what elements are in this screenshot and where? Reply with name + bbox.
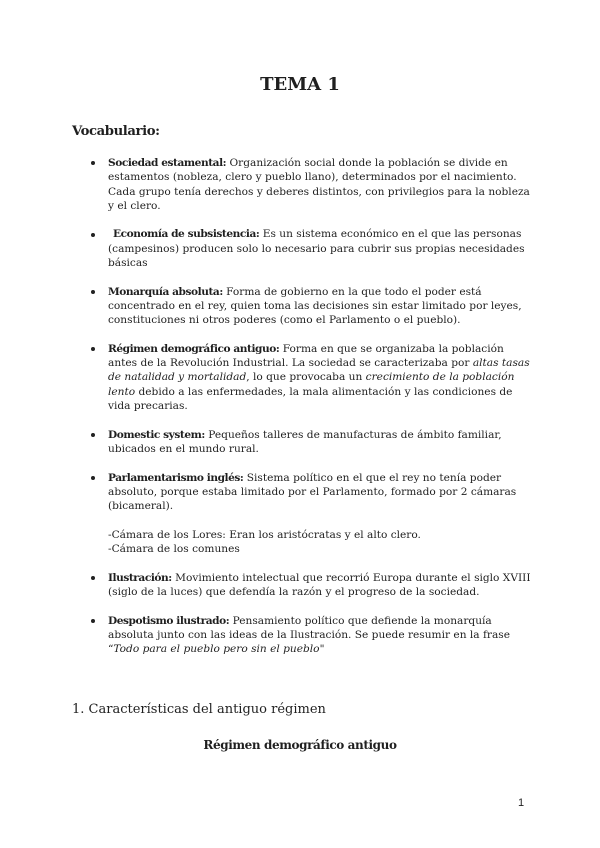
vocab-term: Sociedad estamental: [108,157,227,169]
vocab-definition-text: debido a las enfermedades, la mala alimentación y las condiciones de vida precarias. [108,385,513,413]
vocab-term: Domestic system: [108,428,205,441]
vocab-definition-text: Pensamiento político que defiende la monarquía absoluta junto con las ideas de la Ilustración. Se puede resumir en la frase “ [108,614,510,656]
vocab-definition-text: " [319,643,325,656]
vocab-definition-quote: Todo para el pueblo pero sin el pueblo [113,643,320,656]
chamber-list [108,528,532,557]
vocab-definition-emphasis: crecimiento de la población lento [108,371,515,398]
vocabulary-list [108,156,532,656]
vocab-term: Economía de subsistencia: [113,228,260,241]
vocab-item-regimen-demografico [108,342,532,413]
vocab-item-economia-subsistencia [108,227,532,270]
section-subheading: Régimen demográfico antiguo [203,738,397,752]
vocab-term: Monarquía absoluta: [108,285,223,298]
chamber-line-lores: -Cámara de los Lores: Eran los aristócratas y el alto clero. [108,528,421,541]
bullet-marker [91,476,95,480]
page-number: 1 [518,797,525,809]
vocab-term: Régimen demográfico antiguo: [108,342,280,355]
vocab-definition: Sistema político en el que el rey no tenía poder absoluto, porque estaba limitado por el Parlamento, formado por 2 cámaras (bicameral). [108,471,517,513]
bullet-marker [91,161,95,165]
vocab-definition: Pequeños talleres de manufacturas de ámbito familiar, ubicados en el mundo rural. [108,428,502,455]
vocab-item-parlamentarismo-ingles [108,471,532,557]
vocabulary-heading: Vocabulario: [72,124,160,139]
bullet-marker [91,290,95,294]
vocab-definition-emphasis: altas tasas de natalidad y mortalidad [108,357,530,384]
vocab-item-sociedad-estamental [108,156,532,213]
vocab-definition-text: , lo que provocaba un [246,371,363,384]
vocab-term: Ilustración: [108,571,172,584]
chamber-line-comunes: -Cámara de los comunes [108,543,240,556]
bullet-marker [91,347,95,351]
vocab-definition-text: Forma en que se organizaba la población antes de la Revolución Industrial. La sociedad se caracterizaba por [108,342,504,370]
vocab-item-ilustracion [108,571,532,600]
vocab-term: Parlamentarismo inglés: [108,471,244,484]
bullet-marker [91,433,95,437]
vocab-term: Despotismo ilustrado: [108,614,230,627]
bullet-marker [91,233,95,237]
vocab-definition: Forma de gobierno en la que todo el poder está concentrado en el rey, quien toma las decisiones sin estar limitado por leyes, constituciones ni otros poderes (como el Parlamento o el pueblo). [108,285,522,327]
vocab-item-domestic-system [108,428,532,457]
vocab-item-despotismo-ilustrado [108,614,532,657]
vocab-definition: Movimiento intelectual que recorrió Europa durante el siglo XVIII (siglo de la luces) que defendía la razón y el progreso de la sociedad. [108,571,531,598]
bullet-marker [91,576,95,580]
vocab-item-monarquia-absoluta [108,285,532,328]
bullet-marker [91,619,95,623]
vocab-definition: Organización social donde la población se divide en estamentos (nobleza, clero y pueblo llano), determinados por el nacimiento. Cada grupo tenía derechos y deberes distintos, con privilegios para la nobleza y el clero. [108,157,530,212]
vocab-definition: Es un sistema económico en el que las personas (campesinos) producen solo lo necesario para cubrir sus propias necesidades básicas [108,228,525,270]
page-title: TEMA 1 [260,74,340,95]
section-heading: 1. Características del antiguo régimen [72,702,326,717]
